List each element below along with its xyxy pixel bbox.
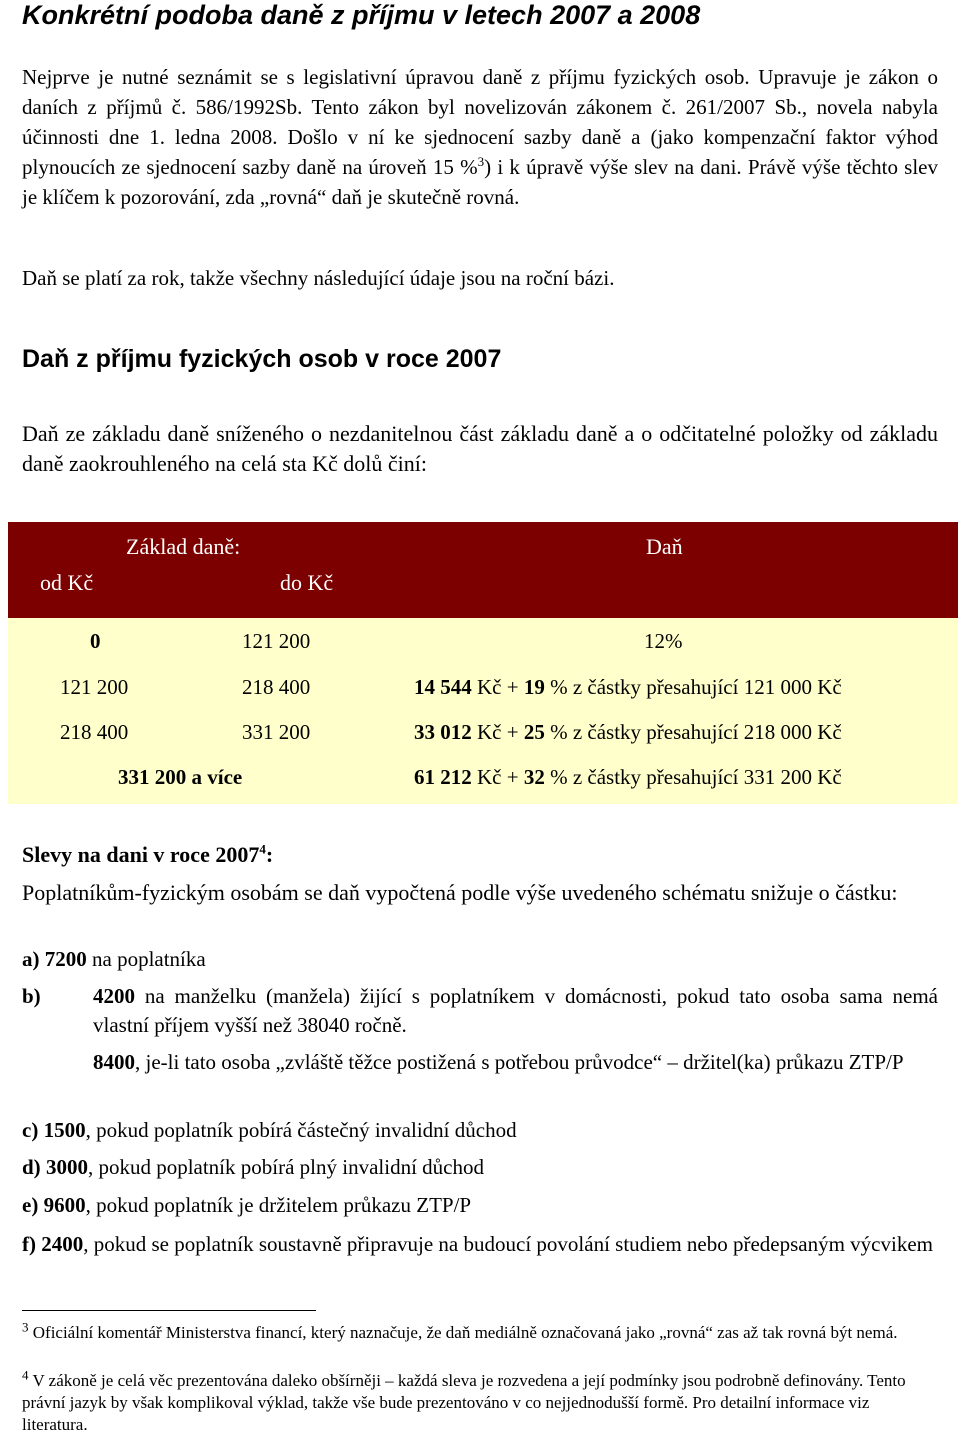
footnote-separator bbox=[22, 1310, 316, 1311]
page-title: Konkrétní podoba daně z příjmu v letech 2007 a 2008 bbox=[22, 0, 701, 30]
discount-item: c) 1500, pokud poplatník pobírá částečný invalidní důchod bbox=[22, 1118, 517, 1142]
intro-text-a: Nejprve je nutné seznámit se s legislativní úpravou daně z příjmu fyzických osob. Upravuje je zákon o daních z příjmů č. 586/1992Sb. Tento zákon byl novelizován zákonem č. 261/2007 Sb., novela nabyla účinnosti dne 1. ledna 2008. bbox=[22, 65, 938, 149]
row-tax: 12% bbox=[644, 629, 683, 653]
footnote-ref-3: 3 bbox=[477, 154, 485, 169]
row-to: 331 200 bbox=[242, 720, 311, 744]
header-to: do Kč bbox=[280, 570, 334, 595]
header-base: Základ daně: bbox=[126, 534, 241, 559]
row-from: 121 200 bbox=[60, 675, 129, 699]
row-range: 331 200 a více bbox=[118, 765, 243, 789]
row-to: 218 400 bbox=[242, 675, 311, 699]
tax-table bbox=[8, 522, 958, 804]
discount-item: d) 3000, pokud poplatník pobírá plný invalidní důchod bbox=[22, 1155, 484, 1179]
header-tax: Daň bbox=[646, 534, 683, 559]
section-text: Daň ze základu daně sníženého o nezdanitelnou část základu daně a o odčitatelné položky od základu daně zaokrouhleného na celá sta Kč dolů činí: bbox=[22, 421, 938, 476]
footnote: $^3$ Oficiální komentář Ministerstva financí, který naznačuje, že daň mediálně označovaná jako „rovná“ zas až tak rovná být nemá. bbox=[22, 1319, 898, 1342]
discount-item: e) 9600, pokud poplatník je držitelem průkazu ZTP/P bbox=[22, 1193, 472, 1217]
discount-item: b) 4200 na manželku (manžela) žijící s poplatníkem v domácnosti, pokud tato osoba sama nemá vlastní příjem vyšší než 38040 ročně. bbox=[22, 984, 938, 1037]
footnote-ref-4: 4 bbox=[259, 841, 266, 857]
discount-item: f) 2400, pokud se poplatník soustavně připravuje na budoucí povolání studiem nebo předepsaným výcvikem bbox=[22, 1232, 933, 1256]
discount-item: a) 7200 na poplatníka bbox=[22, 947, 206, 971]
row-from: 0 bbox=[90, 629, 101, 653]
footnote: $^4$ V zákoně je celá věc prezentována daleko obšírněji – každá sleva je rozvedena a její podmínky jsou podrobně definovány. Tento právní jazyk by však komplikoval výklad, takže vše bude prezentováno v co nejjednodušší formě. Pro detailní informace viz literatura. bbox=[22, 1367, 906, 1434]
header-from: od Kč bbox=[40, 570, 94, 595]
row-from: 218 400 bbox=[60, 720, 129, 744]
section-heading: Daň z příjmu fyzických osob v roce 2007 bbox=[22, 345, 502, 373]
discounts-heading: Slevy na dani v roce 2007$^4$: bbox=[22, 841, 274, 867]
intro-text-c: ) i k úpravě výše slev na dani. Právě výše těchto slev je klíčem k pozorování, zda „rovná“ daň je skutečně rovná. bbox=[22, 155, 938, 209]
table-body bbox=[8, 618, 958, 807]
annual-basis-note: Daň se platí za rok, takže všechny následující údaje jsou na roční bázi. bbox=[22, 266, 615, 290]
row-to: 121 200 bbox=[242, 629, 311, 653]
intro-text-b: Došlo v ní ke sjednocení sazby daně a (jako kompenzační faktor výhod plynoucích ze sjednocení sazby daně na úroveň 15 % bbox=[22, 125, 939, 179]
discounts-intro: Poplatníkům-fyzickým osobám se daň vypočtená podle výše uvedeného schématu snižuje o částku: bbox=[22, 880, 898, 905]
intro-paragraph bbox=[22, 62, 938, 212]
row-tax: 33 012 Kč + 25 % z částky přesahující 218 000 Kč bbox=[414, 720, 842, 744]
table-header bbox=[8, 522, 958, 618]
discount-item: 8400, je-li tato osoba „zvláště těžce postižená s potřebou průvodce“ – držitel(ka) průkazu ZTP/P bbox=[93, 1050, 904, 1074]
row-tax: 14 544 Kč + 19 % z částky přesahující 121 000 Kč bbox=[414, 675, 842, 699]
row-tax: 61 212 Kč + 32 % z částky přesahující 331 200 Kč bbox=[414, 765, 842, 789]
